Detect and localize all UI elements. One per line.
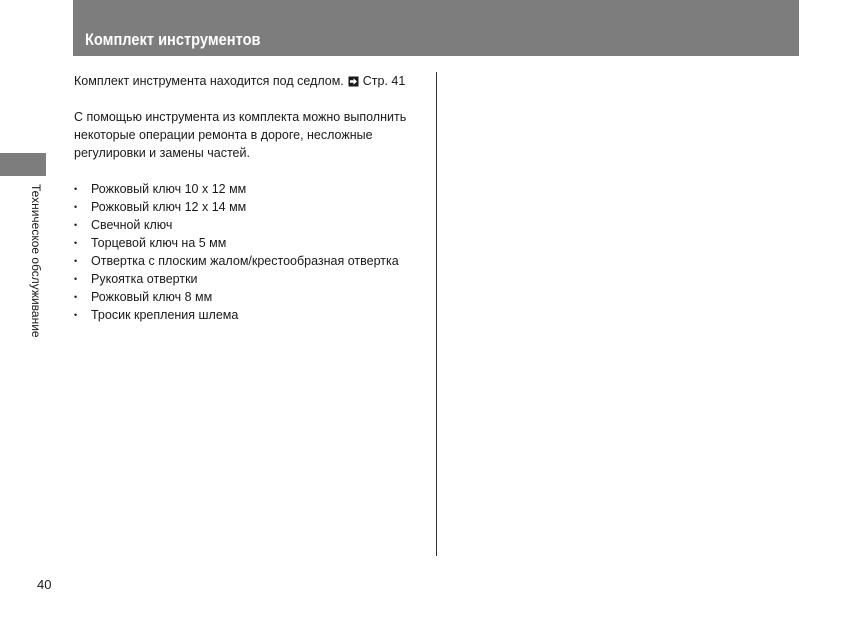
page-title: Комплект инструментов (85, 30, 261, 49)
list-item-text: Рожковый ключ 10 x 12 мм (91, 182, 247, 196)
list-item-text: Свечной ключ (91, 218, 173, 232)
description-paragraph: С помощью инструмента из комплекта можно выполнить некоторые операции ремонта в дороге, несложные регулировки и замены частей. (74, 110, 407, 160)
list-item (74, 198, 426, 216)
page-reference: Стр. 41 (362, 74, 406, 88)
bullet: • (74, 220, 78, 230)
arrow-reference-icon (348, 76, 359, 87)
header-bar (73, 0, 799, 56)
column-divider (436, 72, 437, 556)
bullet: • (74, 238, 78, 248)
bullet: • (74, 292, 78, 302)
list-item (74, 180, 426, 198)
list-item (74, 306, 426, 324)
list-item-text: Торцевой ключ на 5 мм (91, 236, 227, 250)
list-item (74, 270, 426, 288)
list-item (74, 288, 426, 306)
bullet: • (74, 184, 78, 194)
list-item-text: Рукоятка отвертки (91, 272, 198, 286)
main-content (74, 72, 426, 324)
list-item (74, 252, 426, 270)
bullet: • (74, 274, 78, 284)
tool-list (74, 180, 426, 324)
list-item-text: Рожковый ключ 8 мм (91, 290, 213, 304)
section-tab-marker (0, 153, 46, 176)
list-item-text: Рожковый ключ 12 x 14 мм (91, 200, 247, 214)
section-label: Техническое обслуживание (29, 184, 43, 338)
bullet: • (74, 310, 78, 320)
bullet: • (74, 202, 78, 212)
page-number: 40 (37, 577, 52, 592)
list-item-text: Тросик крепления шлема (91, 308, 239, 322)
list-item (74, 216, 426, 234)
intro-text: Комплект инструмента находится под седлом. (74, 74, 344, 88)
intro-line (74, 72, 426, 90)
list-item-text: Отвертка с плоским жалом/крестообразная отвертка (91, 254, 399, 268)
bullet: • (74, 256, 78, 266)
list-item (74, 234, 426, 252)
